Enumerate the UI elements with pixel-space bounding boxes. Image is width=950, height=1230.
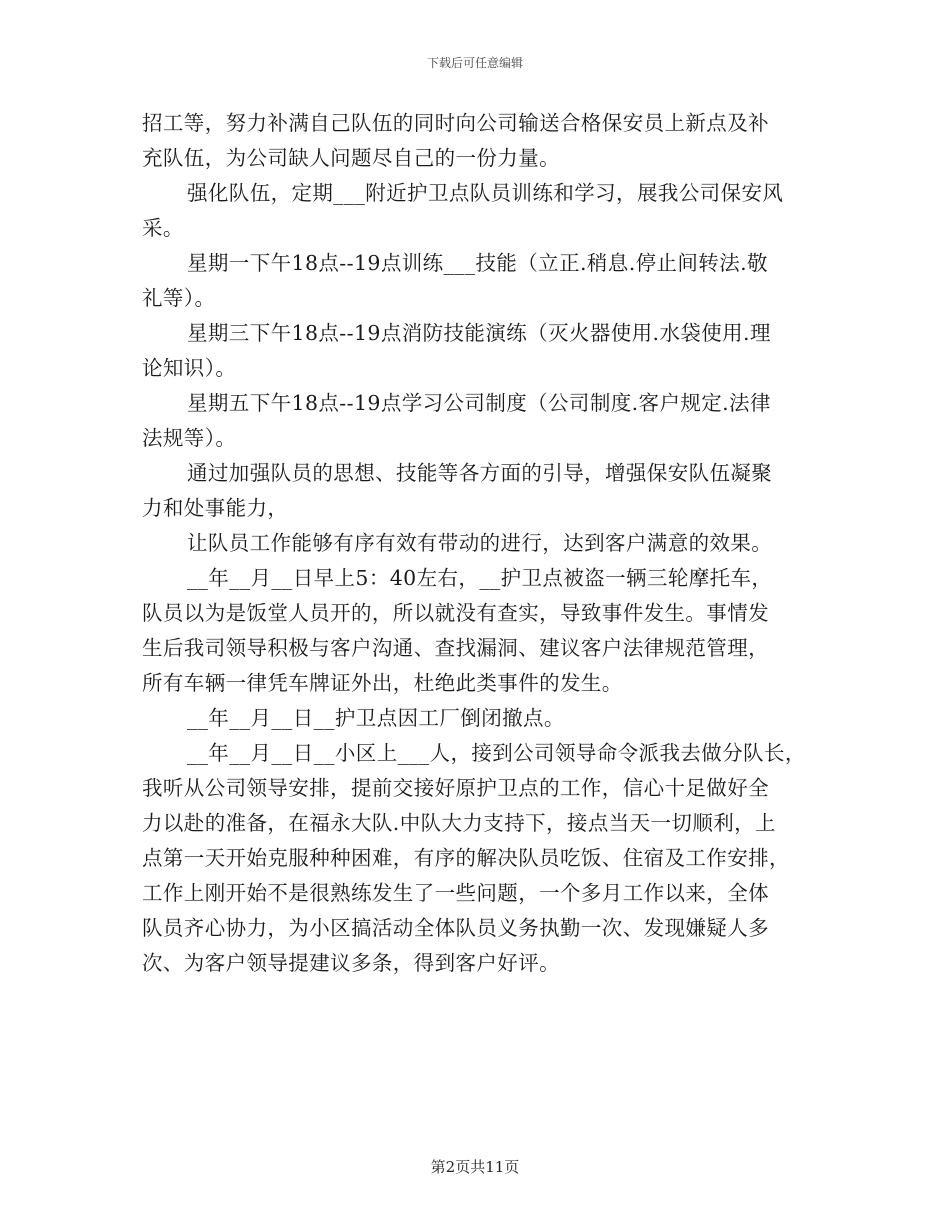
text-line: 队员以为是饭堂人员开的，所以就没有查实，导致事件发生。事情发: [142, 601, 769, 625]
text-line: 我听从公司领导安排，提前交接好原护卫点的工作，信心十足做好全: [142, 776, 769, 800]
text-line: __年__月__日早上5：40左右，__护卫点被盗一辆三轮摩托车，: [187, 566, 773, 590]
text-line: 论知识）。: [142, 356, 237, 380]
text-line: __年__月__日__护卫点因工厂倒闭撤点。: [187, 706, 565, 730]
text-line: 礼等）。: [142, 286, 216, 310]
text-line: 招工等，努力补满自己队伍的同时向公司输送合格保安员上新点及补: [142, 111, 769, 135]
text-line: 工作上刚开始不是很熟练发生了一些问题，一个多月工作以来，全体: [142, 881, 769, 905]
text-line: 星期三下午18点--19点消防技能演练（灭火器使用.水袋使用.理: [187, 321, 771, 345]
text-line: 生后我司领导积极与客户沟通、查找漏洞、建议客户法律规范管理，: [142, 636, 769, 660]
text-line: 法规等）。: [142, 426, 237, 450]
text-line: 通过加强队员的思想、技能等各方面的引导，增强保安队伍凝聚: [187, 461, 773, 485]
text-line: 所有车辆一律凭车牌证外出，杜绝此类事件的发生。: [142, 671, 623, 695]
text-line: 力以赴的准备，在福永大队.中队大力支持下，接点当天一切顺利，上: [142, 811, 776, 835]
text-line: __年__月__日__小区上___人，接到公司领导命令派我去做分队长，: [187, 741, 806, 765]
text-line: 充队伍，为公司缺人问题尽自己的一份力量。: [142, 146, 560, 170]
text-line: 点第一天开始克服种种困难，有序的解决队员吃饭、住宿及工作安排，: [142, 846, 790, 870]
text-line: 次、为客户领导提建议多条，得到客户好评。: [142, 951, 560, 975]
text-line: 星期五下午18点--19点学习公司制度（公司制度.客户规定.法律: [187, 391, 771, 415]
document-body: [142, 106, 822, 981]
text-line: 星期一下午18点--19点训练___技能（立正.稍息.停止间转法.敬: [187, 251, 768, 275]
text-line: 力和处事能力，: [142, 496, 289, 520]
page-header: 下载后可任意编辑: [426, 56, 523, 70]
text-line: 采。: [142, 216, 184, 240]
text-line: 让队员工作能够有序有效有带动的进行，达到客户满意的效果。: [187, 531, 773, 555]
text-line: 强化队伍，定期___附近护卫点队员训练和学习，展我公司保安风: [187, 181, 784, 205]
text-line: 队员齐心协力，为小区搞活动全体队员义务执勤一次、发现嫌疑人多: [142, 916, 769, 940]
page-footer: 第2页共11页: [430, 1158, 520, 1176]
